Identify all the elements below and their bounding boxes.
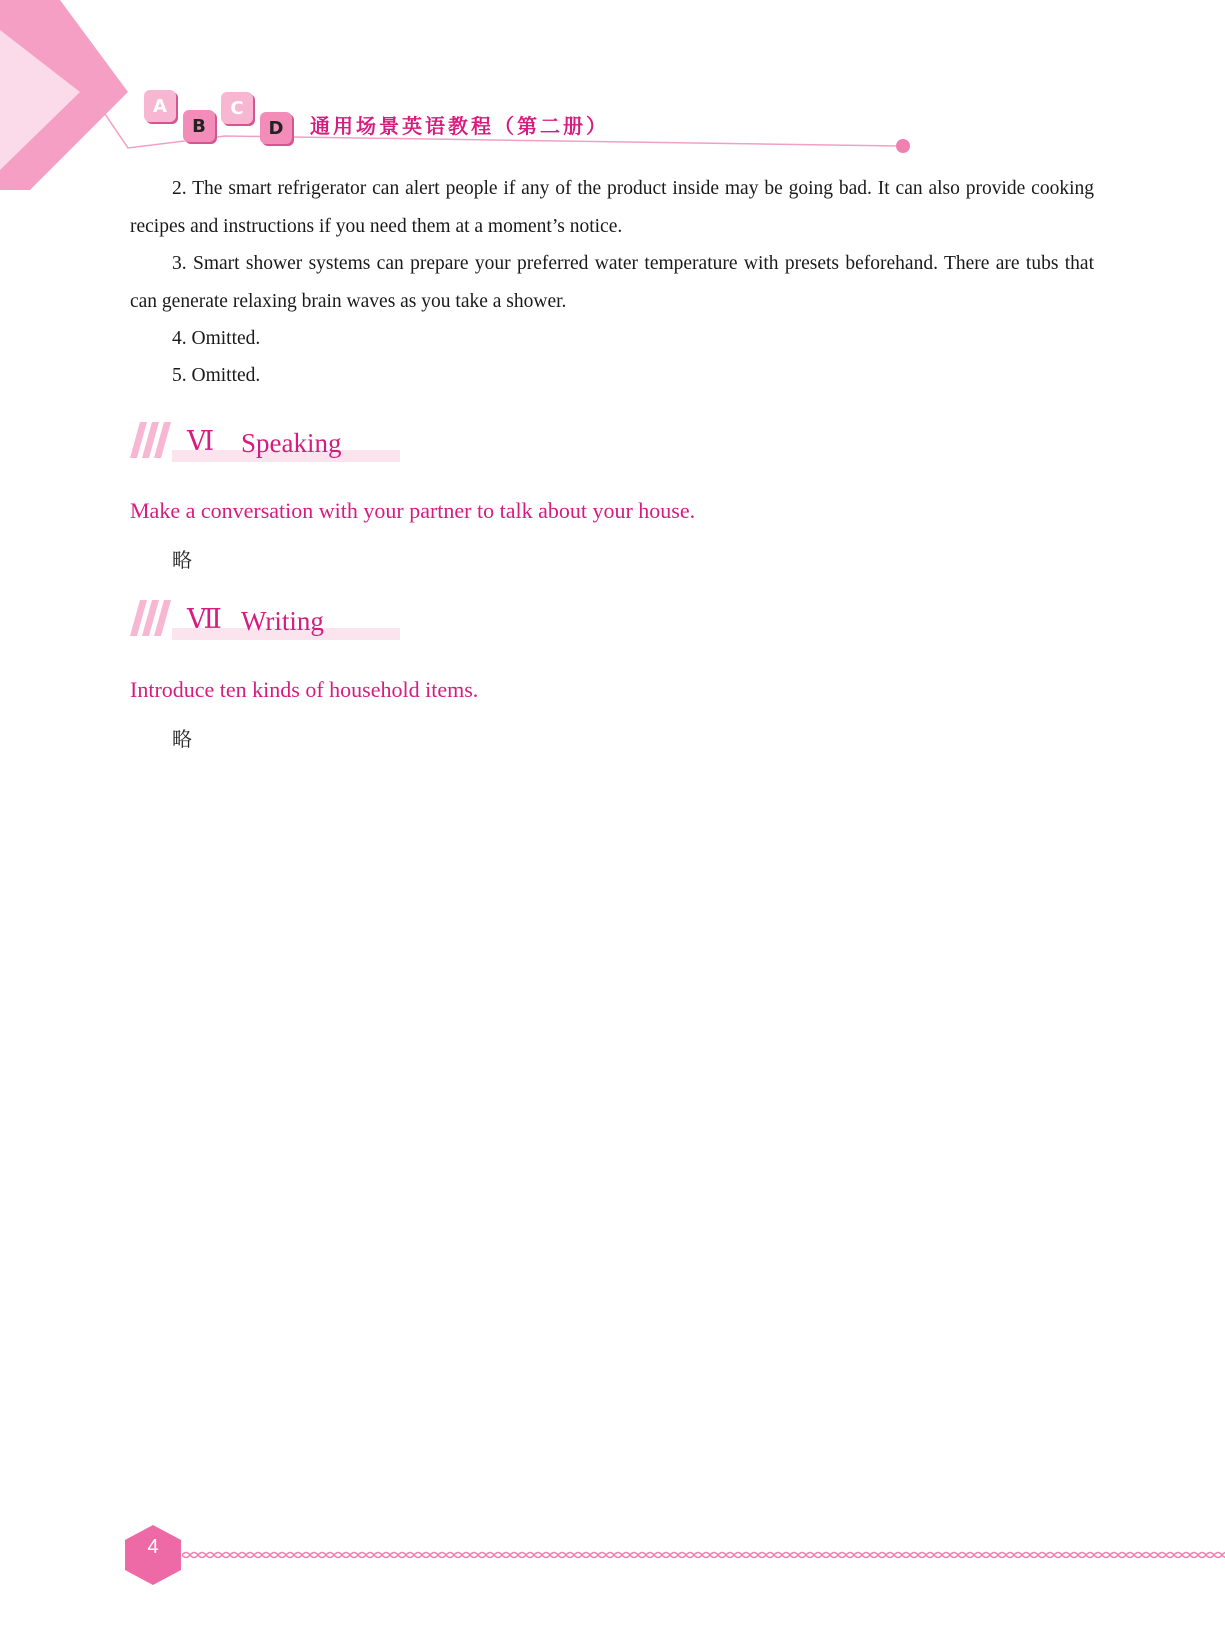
section-heading-writing xyxy=(130,600,410,644)
section-numeral: Ⅶ xyxy=(187,604,220,634)
section-instruction: Make a conversation with your partner to talk about your house. xyxy=(130,498,696,523)
section-heading-speaking xyxy=(130,422,410,466)
section-title: Speaking xyxy=(241,428,342,458)
section-instruction: Introduce ten kinds of household items. xyxy=(130,677,479,702)
footer-decoration xyxy=(0,1520,1225,1590)
page-number: 4 xyxy=(147,1536,159,1558)
answer-paragraph-2: 2. The smart refrigerator can alert people if any of the product inside may be going bad. It can also provide cooking recipes and instructions if you need them at a moment’s notice. xyxy=(130,178,1094,237)
abcd-logo xyxy=(140,88,300,148)
stripes-decoration xyxy=(130,422,174,462)
logo-block-d: D xyxy=(260,112,292,144)
section-answer: 略 xyxy=(172,727,192,751)
section-numeral: Ⅵ xyxy=(187,426,213,456)
answer-paragraph-4: 4. Omitted. xyxy=(172,328,261,349)
book-title: 通用场景英语教程（第二册） xyxy=(310,114,609,138)
logo-block-b: B xyxy=(183,110,215,142)
logo-block-c: C xyxy=(221,92,253,124)
stripes-decoration xyxy=(130,600,174,640)
section-title: Writing xyxy=(241,606,324,636)
answer-paragraph-5: 5. Omitted. xyxy=(172,365,261,386)
logo-block-a: A xyxy=(144,90,176,122)
answer-paragraph-3: 3. Smart shower systems can prepare your preferred water temperature with presets beforehand. There are tubs that can generate relaxing brain waves as you take a shower. xyxy=(130,253,1094,312)
section-answer: 略 xyxy=(172,548,192,572)
